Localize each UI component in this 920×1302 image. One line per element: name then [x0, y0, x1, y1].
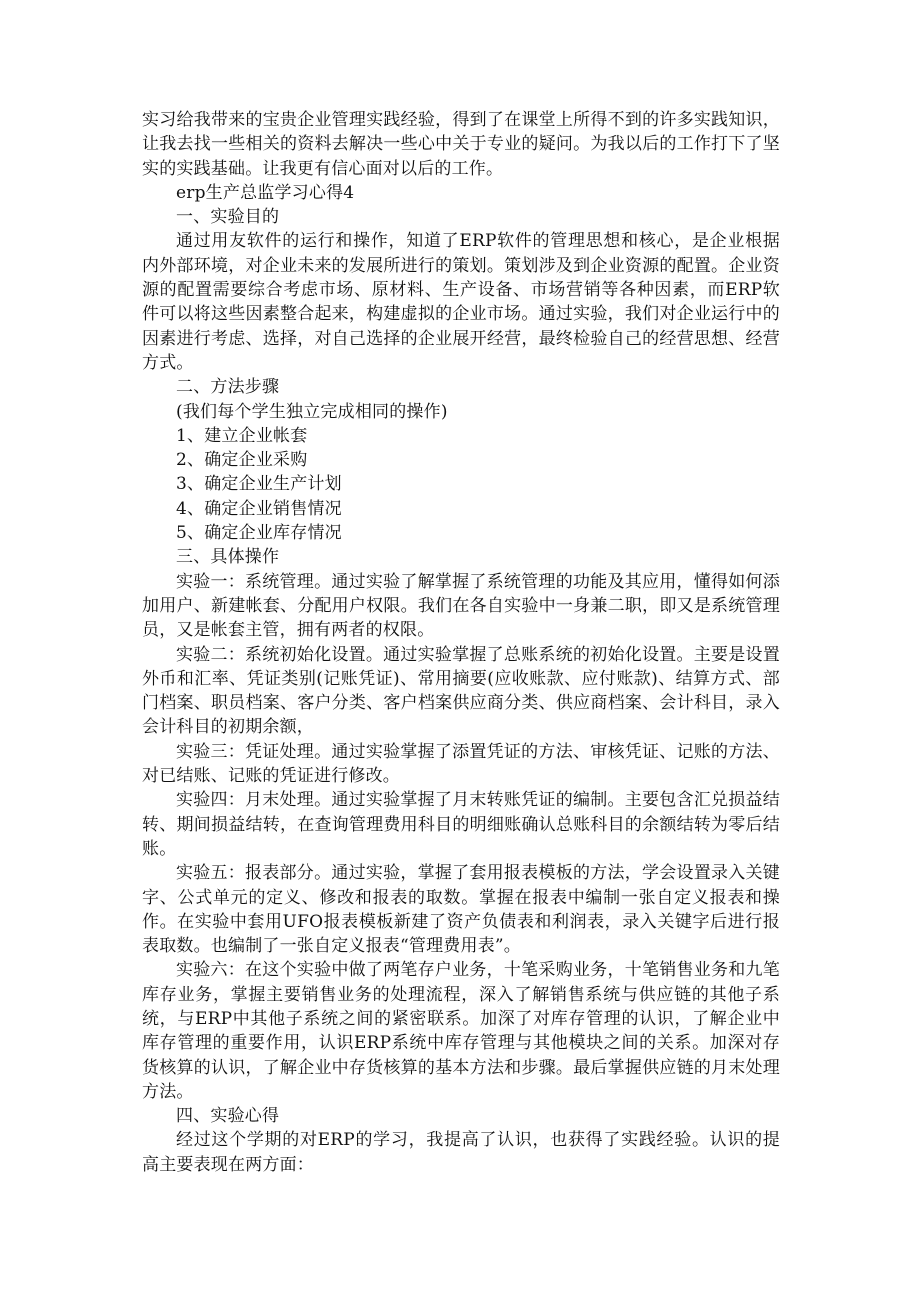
paragraph-purpose: 通过用友软件的运行和操作，知道了ERP软件的管理思想和核心，是企业根据内外部环境，对企业未来的发展所进行的策划。策划涉及到企业资源的配置。企业资源的配置需要综合考虑市场、原材料、生产设备、市场营销等各种因素，而ERP软件可以将这些因素整合起来，构建虚拟的企业市场。通过实验，我们对企业运行中的因素进行考虑、选择，对自己选择的企业展开经营，最终检验自己的经营思想、经营方式。 — [142, 231, 780, 373]
paragraph-experiment-4: 实验四：月末处理。通过实验掌握了月末转账凭证的编制。主要包含汇兑损益结转、期间损益结转，在查询管理费用科目的明细账确认总账科目的余额结转为零后结账。 — [142, 790, 780, 859]
document-heading-title: erp生产总监学习心得4 — [176, 182, 355, 203]
paragraph-experiment-5: 实验五：报表部分。通过实验，掌握了套用报表模板的方法，学会设置录入关键字、公式单元的定义、修改和报表的取数。掌握在报表中编制一张自定义报表和操作。在实验中套用UFO报表模板新建了资产负债表和利润表，录入关键字后进行报表取数。也编制了一张自定义报表“管理费用表”。 — [142, 863, 780, 957]
list-item-step-3: 3、确定企业生产计划 — [176, 474, 342, 495]
paragraph-insights: 经过这个学期的对ERP的学习，我提高了认识，也获得了实践经验。认识的提高主要表现在两方面： — [142, 1130, 780, 1175]
document-page — [142, 108, 780, 1177]
list-item-step-5: 5、确定企业库存情况 — [176, 523, 342, 544]
paragraph-experiment-1: 实验一：系统管理。通过实验了解掌握了系统管理的功能及其应用，懂得如何添加用户、新建帐套、分配用户权限。我们在各自实验中一身兼二职，即又是系统管理员，又是帐套主管，拥有两者的权限。 — [142, 571, 780, 641]
section-heading-purpose: 一、实验目的 — [176, 207, 280, 228]
list-item-step-4: 4、确定企业销售情况 — [176, 498, 342, 519]
paragraph-intro: 实习给我带来的宝贵企业管理实践经验，得到了在课堂上所得不到的许多实践知识，让我去找一些相关的资料去解决一些心中关于专业的疑问。为我以后的工作打下了坚实的实践基础。让我更有信心面对以后的工作。 — [142, 110, 780, 179]
section-heading-operations: 三、具体操作 — [176, 547, 280, 568]
section-heading-insights: 四、实验心得 — [176, 1106, 280, 1127]
paragraph-method-note: (我们每个学生独立完成相同的操作) — [176, 401, 448, 422]
list-item-step-2: 2、确定企业采购 — [176, 450, 308, 471]
list-item-step-1: 1、建立企业帐套 — [176, 425, 308, 446]
paragraph-experiment-6: 实验六：在这个实验中做了两笔存户业务，十笔采购业务，十笔销售业务和九笔库存业务，掌握主要销售业务的处理流程，深入了解销售系统与供应链的其他子系统，与ERP中其他子系统之间的紧密联系。加深了对库存管理的认识，了解企业中库存管理的重要作用，认识ERP系统中库存管理与其他模块之间的关系。加深对存货核算的认识，了解企业中存货核算的基本方法和步骤。最后掌握供应链的月末处理方法。 — [142, 960, 780, 1102]
paragraph-experiment-3: 实验三：凭证处理。通过实验掌握了添置凭证的方法、审核凭证、记账的方法、对已结账、记账的凭证进行修改。 — [142, 741, 780, 787]
section-heading-method: 二、方法步骤 — [176, 377, 280, 398]
paragraph-experiment-2: 实验二：系统初始化设置。通过实验掌握了总账系统的初始化设置。主要是设置外币和汇率、凭证类别(记账凭证)、常用摘要(应收账款、应付账款)、结算方式、部门档案、职员档案、客户分类、客户档案供应商分类、供应商档案、会计科目，录入会计科目的初期余额， — [142, 644, 780, 738]
